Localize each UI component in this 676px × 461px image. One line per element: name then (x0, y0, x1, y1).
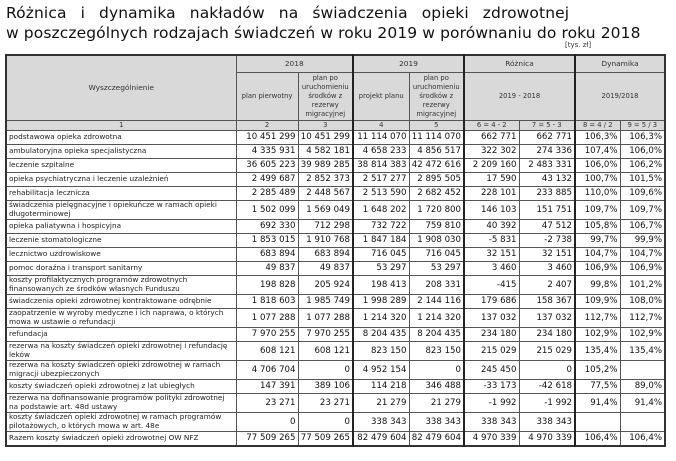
cell-c3: 49 837 (298, 261, 353, 275)
cell-c5: 716 045 (409, 247, 464, 261)
cell-c5: 338 343 (409, 412, 464, 431)
cell-c7: 43 132 (519, 172, 575, 186)
row-label: koszty świadczeń opieki zdrowotnej z lat ubiegłych (6, 379, 236, 393)
cell-c5: 759 810 (409, 219, 464, 233)
cell-c5: 1 214 320 (409, 308, 464, 327)
cell-c9: 106,3% (620, 130, 665, 144)
cell-c8: 102,9% (575, 327, 620, 341)
cell-c9: 108,0% (620, 294, 665, 308)
col-number: 3 (298, 120, 353, 130)
table-row (6, 412, 665, 431)
cell-c8: 112,7% (575, 308, 620, 327)
cell-c2: 1 818 603 (236, 294, 298, 308)
cell-c2: 1 077 288 (236, 308, 298, 327)
cell-c8: 107,4% (575, 144, 620, 158)
cell-c7: 137 032 (519, 308, 575, 327)
header-diff-sub: 2019 - 2018 (464, 72, 575, 120)
cell-c3: 10 451 299 (298, 130, 353, 144)
cell-c7: -2 738 (519, 233, 575, 247)
row-label: rezerwa na koszty świadczeń opieki zdrowotnej i refundację leków (6, 341, 236, 360)
cell-c6: -1 992 (464, 393, 519, 412)
cell-c8: 105,2% (575, 360, 620, 379)
cell-c6: 228 101 (464, 186, 519, 200)
row-label: Razem koszty świadczeń opieki zdrowotnej OW NFZ (6, 431, 236, 446)
cell-c4: 82 479 604 (353, 431, 409, 446)
cell-c4: 53 297 (353, 261, 409, 275)
row-label: rezerwa na koszty świadczeń opieki zdrowotnej w ramach migracji ubezpieczonych (6, 360, 236, 379)
cell-c4: 716 045 (353, 247, 409, 261)
cell-c3: 1 910 768 (298, 233, 353, 247)
table-row (6, 144, 665, 158)
cell-c6: 338 343 (464, 412, 519, 431)
cell-c4: 2 513 590 (353, 186, 409, 200)
table-row (6, 308, 665, 327)
cell-c6: 40 392 (464, 219, 519, 233)
cell-c6: 146 103 (464, 200, 519, 219)
cell-c6: 179 686 (464, 294, 519, 308)
cell-c6: 137 032 (464, 308, 519, 327)
cell-c5: 2 144 116 (409, 294, 464, 308)
table-row (6, 219, 665, 233)
cell-c3: 4 582 181 (298, 144, 353, 158)
cell-c6: -33 173 (464, 379, 519, 393)
col-number: 6 = 4 - 2 (464, 120, 519, 130)
cell-c7: 2 407 (519, 275, 575, 294)
row-label: refundacja (6, 327, 236, 341)
table-row (6, 360, 665, 379)
cell-c9: 106,9% (620, 261, 665, 275)
table-row (6, 200, 665, 219)
cell-c9: 106,4% (620, 431, 665, 446)
cell-c6: 3 460 (464, 261, 519, 275)
cell-c3: 2 448 567 (298, 186, 353, 200)
cell-c4: 21 279 (353, 393, 409, 412)
cell-c9: 102,9% (620, 327, 665, 341)
cell-c2: 4 706 704 (236, 360, 298, 379)
cell-c8: 109,7% (575, 200, 620, 219)
cell-c5: 2 682 452 (409, 186, 464, 200)
cell-c5: 11 114 070 (409, 130, 464, 144)
cell-c7: 151 751 (519, 200, 575, 219)
cell-c7: -42 618 (519, 379, 575, 393)
cell-c7: 47 512 (519, 219, 575, 233)
col-number: 7 = 5 - 3 (519, 120, 575, 130)
table-row (6, 186, 665, 200)
cell-c5: 1 720 800 (409, 200, 464, 219)
cell-c3: 608 121 (298, 341, 353, 360)
table-row (6, 158, 665, 172)
cell-c2: 608 121 (236, 341, 298, 360)
cell-c4: 4 952 154 (353, 360, 409, 379)
cell-c9: 101,2% (620, 275, 665, 294)
cell-c2: 7 970 255 (236, 327, 298, 341)
cell-c7: 215 029 (519, 341, 575, 360)
cell-c5: 346 488 (409, 379, 464, 393)
table-row (6, 261, 665, 275)
cell-c7: 338 343 (519, 412, 575, 431)
cell-c7: 274 336 (519, 144, 575, 158)
cell-c6: 245 450 (464, 360, 519, 379)
cell-c7: 662 771 (519, 130, 575, 144)
cell-c2: 23 271 (236, 393, 298, 412)
cell-c8: 105,8% (575, 219, 620, 233)
cell-c2: 1 502 099 (236, 200, 298, 219)
cell-c7: -1 992 (519, 393, 575, 412)
unit-label: [tys. zł] (565, 41, 592, 49)
row-label: koszty świadczeń opieki zdrowotnej w ramach programów pilotażowych, o których mowa w art. 48e (6, 412, 236, 431)
cell-c2: 0 (236, 412, 298, 431)
cell-c3: 683 894 (298, 247, 353, 261)
cell-c3: 7 970 255 (298, 327, 353, 341)
cell-c8: 106,4% (575, 431, 620, 446)
cell-c4: 114 218 (353, 379, 409, 393)
row-label: koszty profilaktycznych programów zdrowotnych finansowanych ze środków własnych Funduszu (6, 275, 236, 294)
cell-c7: 233 885 (519, 186, 575, 200)
cell-c8: 109,9% (575, 294, 620, 308)
row-label: rezerwa na dofinansowanie programów polityki zdrowotnej na podstawie art. 48d ustawy (6, 393, 236, 412)
cell-c9: 109,7% (620, 200, 665, 219)
cell-c7: 32 151 (519, 247, 575, 261)
cell-c2: 36 605 223 (236, 158, 298, 172)
cell-c3: 77 509 265 (298, 431, 353, 446)
cell-c5: 8 204 435 (409, 327, 464, 341)
cell-c6: 32 151 (464, 247, 519, 261)
cell-c5: 823 150 (409, 341, 464, 360)
cell-c4: 1 998 289 (353, 294, 409, 308)
cell-c6: 234 180 (464, 327, 519, 341)
cell-c8: 100,7% (575, 172, 620, 186)
cell-c5: 4 856 517 (409, 144, 464, 158)
table-row (6, 247, 665, 261)
cell-c3: 389 106 (298, 379, 353, 393)
header-2019: 2019 (353, 55, 464, 72)
header-difference: Różnica (464, 55, 575, 72)
table-row (6, 393, 665, 412)
row-label: lecznictwo uzdrowiskowe (6, 247, 236, 261)
header-dyn-sub: 2019/2018 (575, 72, 665, 120)
cell-c9: 104,7% (620, 247, 665, 261)
cell-c3: 1 077 288 (298, 308, 353, 327)
cell-c9: 91,4% (620, 393, 665, 412)
cell-c4: 2 517 277 (353, 172, 409, 186)
cell-c8: 110,0% (575, 186, 620, 200)
cell-c3: 39 989 285 (298, 158, 353, 172)
cell-c7: 3 460 (519, 261, 575, 275)
row-label: podstawowa opieka zdrowotna (6, 130, 236, 144)
cell-c9: 89,0% (620, 379, 665, 393)
cell-c9: 112,7% (620, 308, 665, 327)
cell-c4: 338 343 (353, 412, 409, 431)
cell-c9 (620, 412, 665, 431)
table-row (6, 341, 665, 360)
header-plan-project: projekt planu (353, 72, 409, 120)
header-plan-after-2019: plan po uruchomieniu środków z rezerwy migracyjnej (409, 72, 464, 120)
cell-c8: 99,7% (575, 233, 620, 247)
cell-c4: 4 658 233 (353, 144, 409, 158)
row-label: opieka psychiatryczna i leczenie uzależnień (6, 172, 236, 186)
cell-c2: 198 828 (236, 275, 298, 294)
row-label: rehabilitacja lecznicza (6, 186, 236, 200)
cell-c9: 106,2% (620, 158, 665, 172)
cell-c8: 99,8% (575, 275, 620, 294)
header-dynamics: Dynamika (575, 55, 665, 72)
cell-c2: 10 451 299 (236, 130, 298, 144)
cell-c7: 4 970 339 (519, 431, 575, 446)
header-plan-initial: plan pierwotny (236, 72, 298, 120)
cell-c9: 135,4% (620, 341, 665, 360)
cell-c8: 104,7% (575, 247, 620, 261)
cell-c5: 1 908 030 (409, 233, 464, 247)
cell-c2: 2 285 489 (236, 186, 298, 200)
cell-c9: 101,5% (620, 172, 665, 186)
cell-c6: -415 (464, 275, 519, 294)
cell-c8: 77,5% (575, 379, 620, 393)
table-row (6, 172, 665, 186)
cell-c6: 322 302 (464, 144, 519, 158)
table-row (6, 233, 665, 247)
cell-c2: 683 894 (236, 247, 298, 261)
table-row (6, 275, 665, 294)
row-label: świadczenia opieki zdrowotnej kontraktowane odrębnie (6, 294, 236, 308)
col-number: 5 (409, 120, 464, 130)
cell-c7: 234 180 (519, 327, 575, 341)
cell-c6: -5 831 (464, 233, 519, 247)
cell-c7: 0 (519, 360, 575, 379)
cell-c3: 712 298 (298, 219, 353, 233)
row-label: pomoc doraźna i transport sanitarny (6, 261, 236, 275)
cell-c2: 49 837 (236, 261, 298, 275)
col-number: 2 (236, 120, 298, 130)
cell-c6: 4 970 339 (464, 431, 519, 446)
row-label: opieka paliatywna i hospicyjna (6, 219, 236, 233)
cell-c6: 215 029 (464, 341, 519, 360)
cell-c9: 106,0% (620, 144, 665, 158)
cell-c4: 8 204 435 (353, 327, 409, 341)
header-2018: 2018 (236, 55, 353, 72)
cell-c5: 208 331 (409, 275, 464, 294)
cell-c5: 53 297 (409, 261, 464, 275)
header-plan-after-2018: plan po uruchomieniu środków z rezerwy migracyjnej (298, 72, 353, 120)
table-row (6, 379, 665, 393)
row-label: leczenie szpitalne (6, 158, 236, 172)
cell-c4: 38 814 383 (353, 158, 409, 172)
row-label: zaopatrzenie w wyroby medyczne i ich naprawa, o których mowa w ustawie o refundacji (6, 308, 236, 327)
cell-c4: 11 114 070 (353, 130, 409, 144)
cell-c7: 158 367 (519, 294, 575, 308)
cell-c8 (575, 412, 620, 431)
cell-c3: 1 985 749 (298, 294, 353, 308)
cell-c4: 198 413 (353, 275, 409, 294)
cell-c4: 1 847 184 (353, 233, 409, 247)
cell-c2: 77 509 265 (236, 431, 298, 446)
cell-c3: 0 (298, 360, 353, 379)
table-row (6, 294, 665, 308)
cell-c5: 42 472 616 (409, 158, 464, 172)
col-number: 9 = 5 / 3 (620, 120, 665, 130)
title-line-1: Różnica i dynamika nakładów na świadczenia opieki zdrowotnej (6, 4, 570, 22)
cell-c5: 0 (409, 360, 464, 379)
cell-c3: 23 271 (298, 393, 353, 412)
cell-c9 (620, 360, 665, 379)
table-row (6, 130, 665, 144)
cell-c6: 17 590 (464, 172, 519, 186)
col-number: 8 = 4 / 2 (575, 120, 620, 130)
cell-c2: 4 335 931 (236, 144, 298, 158)
cell-c7: 2 483 331 (519, 158, 575, 172)
header-name: Wyszczególnienie (6, 55, 236, 120)
cell-c9: 109,6% (620, 186, 665, 200)
cell-c8: 106,3% (575, 130, 620, 144)
cell-c2: 147 391 (236, 379, 298, 393)
cell-c4: 1 648 202 (353, 200, 409, 219)
cell-c9: 106,7% (620, 219, 665, 233)
cell-c3: 2 852 373 (298, 172, 353, 186)
table-row (6, 431, 665, 446)
cell-c2: 692 330 (236, 219, 298, 233)
row-label: ambulatoryjna opieka specjalistyczna (6, 144, 236, 158)
cell-c2: 2 499 687 (236, 172, 298, 186)
data-table (5, 54, 666, 447)
table-row (6, 327, 665, 341)
col-number: 1 (6, 120, 236, 130)
cell-c5: 82 479 604 (409, 431, 464, 446)
cell-c6: 2 209 160 (464, 158, 519, 172)
cell-c8: 91,4% (575, 393, 620, 412)
cell-c8: 106,0% (575, 158, 620, 172)
cell-c8: 135,4% (575, 341, 620, 360)
cell-c3: 1 569 049 (298, 200, 353, 219)
cell-c3: 0 (298, 412, 353, 431)
col-number: 4 (353, 120, 409, 130)
row-label: świadczenia pielęgnacyjne i opiekuńcze w ramach opieki długoterminowej (6, 200, 236, 219)
cell-c2: 1 853 015 (236, 233, 298, 247)
title-line-2: w poszczególnych rodzajach świadczeń w roku 2019 w porównaniu do roku 2018 (6, 24, 641, 42)
cell-c8: 106,9% (575, 261, 620, 275)
cell-c4: 823 150 (353, 341, 409, 360)
cell-c3: 205 924 (298, 275, 353, 294)
row-label: leczenie stomatologiczne (6, 233, 236, 247)
cell-c4: 1 214 320 (353, 308, 409, 327)
cell-c6: 662 771 (464, 130, 519, 144)
cell-c4: 732 722 (353, 219, 409, 233)
cell-c9: 99,9% (620, 233, 665, 247)
cell-c5: 21 279 (409, 393, 464, 412)
cell-c5: 2 895 505 (409, 172, 464, 186)
page-title (6, 3, 641, 43)
